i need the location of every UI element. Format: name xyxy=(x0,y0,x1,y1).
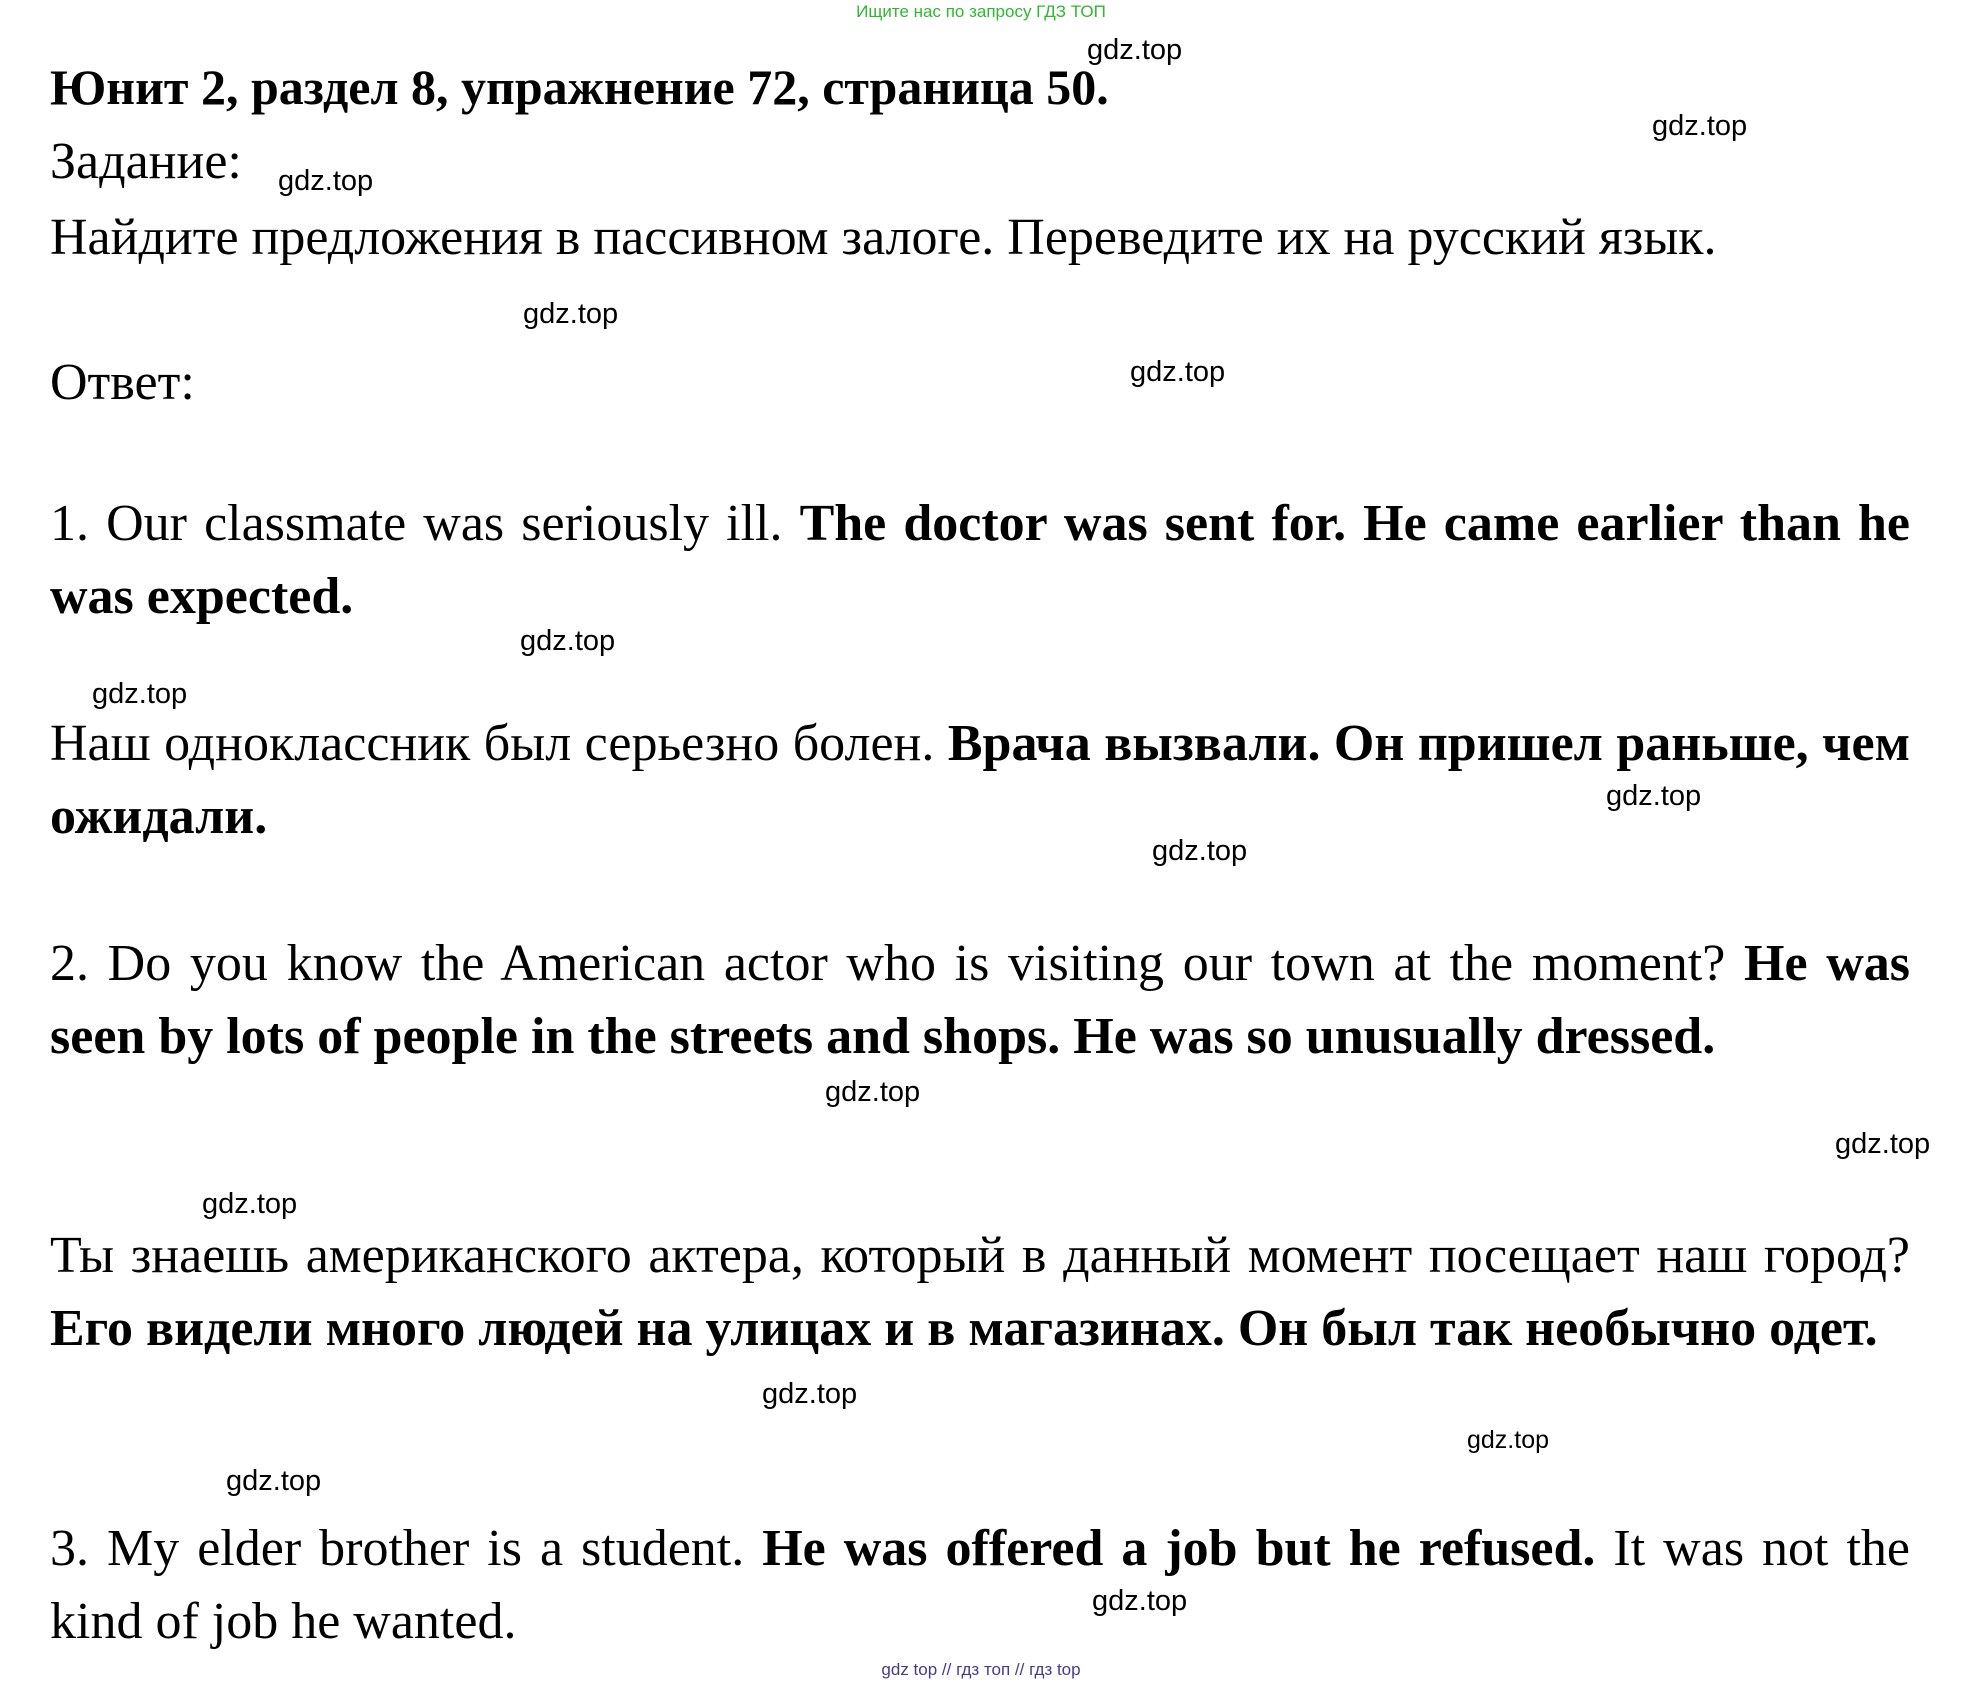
answer-2-russian-passive: Его видели много людей на улицах и в магазинах. Он был так необычно одет. xyxy=(50,1300,1878,1357)
watermark: gdz.top xyxy=(1606,780,1702,812)
watermark: gdz.top xyxy=(523,298,619,330)
task-label: Задание: xyxy=(50,133,242,190)
answer-3-english-plain: 3. My elder brother is a student. xyxy=(50,1520,763,1577)
watermark: gdz.top xyxy=(1652,110,1748,142)
watermark: gdz.top xyxy=(1467,1426,1550,1454)
watermark: gdz.top xyxy=(762,1378,858,1410)
answer-2-english-passive: He was seen by lots of people in the streets and shops. He was so unusually dressed. xyxy=(50,935,1910,1065)
task-text: Найдите предложения в пассивном залоге. Переведите их на русский язык. xyxy=(50,209,1717,266)
answer-1-russian-passive: Врача вызвали. Он пришел раньше, чем ожидали. xyxy=(50,715,1910,845)
watermark: gdz.top xyxy=(1092,1585,1188,1617)
header-search-link[interactable]: Ищите нас по запросу ГДЗ ТОП xyxy=(856,2,1106,21)
watermark: gdz.top xyxy=(1087,34,1183,66)
answer-2-english-plain: 2. Do you know the American actor who is visiting our town at the moment? xyxy=(50,935,1744,992)
watermark: gdz.top xyxy=(825,1076,921,1108)
answer-3-english xyxy=(50,1512,1910,1658)
answer-2-english xyxy=(50,927,1910,1073)
answer-1-english-plain: 1. Our classmate was seriously ill. xyxy=(50,495,800,552)
watermark: gdz.top xyxy=(520,625,616,657)
answer-1-russian-plain: Наш одноклассник был серьезно болен. xyxy=(50,715,948,772)
watermark: gdz.top xyxy=(1152,835,1248,867)
watermark: gdz.top xyxy=(92,678,188,710)
watermark: gdz.top xyxy=(202,1188,298,1220)
answer-3-english-passive: He was offered a job but he refused. xyxy=(762,1520,1596,1577)
footer-link[interactable]: gdz top // гдз топ // гдз top xyxy=(881,1660,1081,1679)
answer-1-english-passive: The doctor was sent for. He came earlier than he was expected. xyxy=(50,495,1911,625)
answer-3-english-tail: It was not the kind of job he wanted. xyxy=(50,1520,1911,1650)
watermark: gdz.top xyxy=(278,165,374,197)
watermark: gdz.top xyxy=(1130,356,1226,388)
answer-2-russian-plain: Ты знаешь американского актера, который в данный момент посещает наш город? xyxy=(50,1227,1910,1284)
answer-2-russian xyxy=(50,1219,1910,1365)
watermark: gdz.top xyxy=(226,1465,322,1497)
page-title: Юнит 2, раздел 8, упражнение 72, страница 50. xyxy=(50,59,1109,115)
answer-1-english xyxy=(50,487,1910,633)
watermark: gdz.top xyxy=(1835,1128,1931,1160)
answer-label: Ответ: xyxy=(50,354,195,411)
